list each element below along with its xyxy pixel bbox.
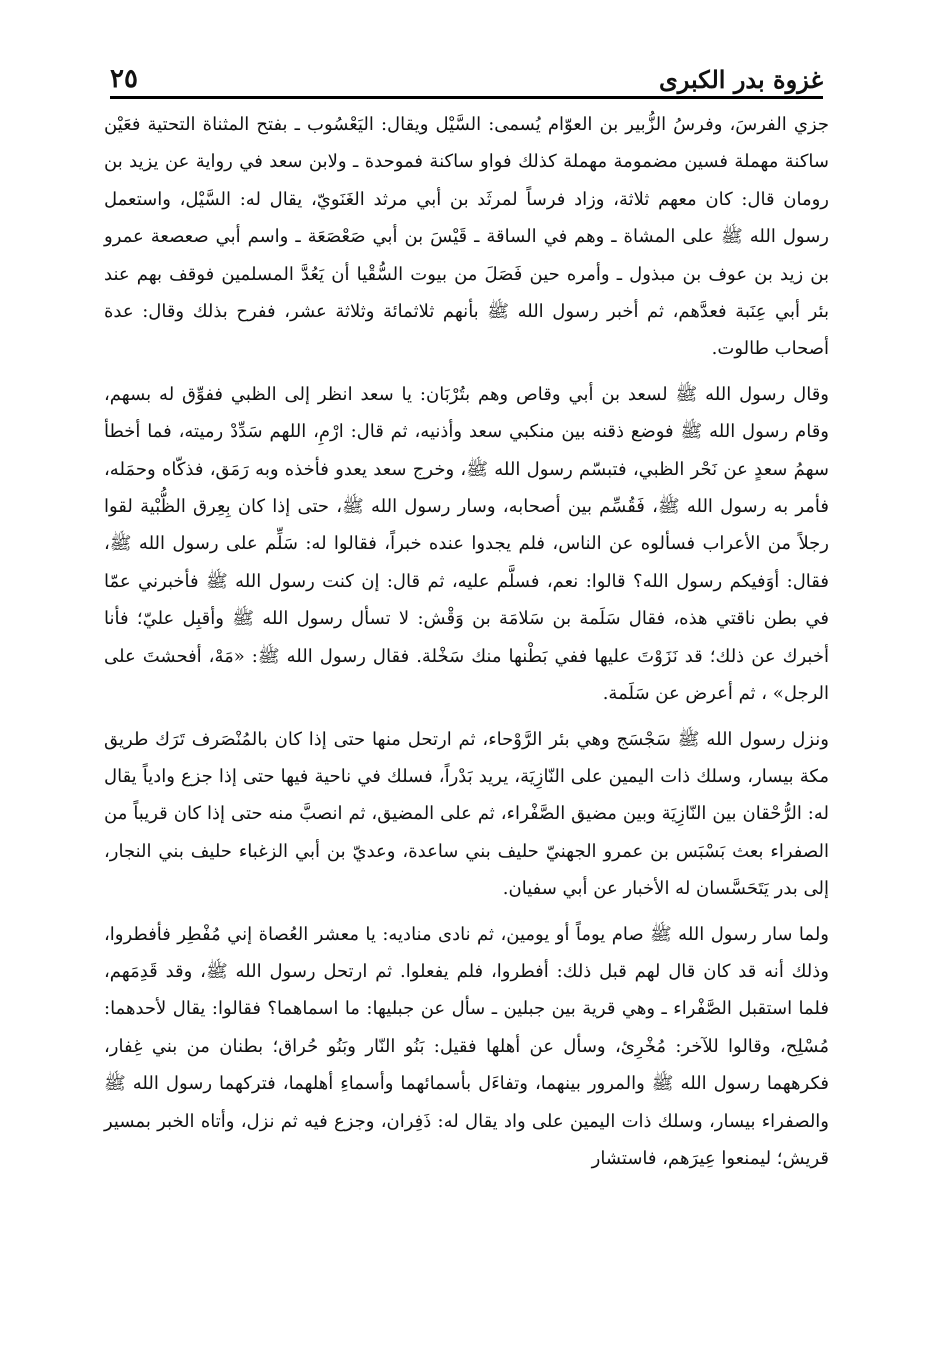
body-text	[104, 106, 829, 1177]
running-title: غزوة بدر الكبرى	[658, 65, 823, 94]
paragraph: ولما سار رسول الله ﷺ صام يوماً أو يومين، ثم نادى مناديه: يا معشر العُصاة إني مُفْطِر فأفطروا، وذلك أنه قد كان قال لهم قبل ذلك: أفطروا، فلم يفعلوا. ثم ارتحل رسول الله ﷺ، وقد قَدِمَهم، فلما استقبل الصَّفْراء ـ وهي قرية بين جبلين ـ سأل عن جبليها: ما اسماهما؟ فقالوا: يقال لأحدهما: مُسْلِح، وقالوا للآخر: مُخْرِئ، وسأل عن أهلها فقيل: بَنُو النّار وبَنُو حُراق؛ بطنان من بني غِفار، فكرههما رسول الله ﷺ والمرور بينهما، وتفاءَل بأسمائهما وأسماءِ أهلهما، فتركهما رسول الله ﷺ والصفراء بيسار، وسلك ذات اليمين على واد يقال له: ذَفِران، وجزع فيه ثم نزل، وأتاه الخبر بمسير قريش؛ ليمنعوا عِيرَهم، فاستشار	[104, 923, 829, 1169]
paragraph: وقال رسول الله ﷺ لسعد بن أبي وقاص وهم بتُرْبَان: يا سعد انظر إلى الظبي ففوِّق له بسهم، وقام رسول الله ﷺ فوضع ذقنه بين منكبي سعد وأذنيه، ثم قال: ارْمِ، اللهم سَدِّدْ رميته، فما أخطأ سهمُ سعدٍ عن نَحْر الظبي، فتبسّم رسول الله ﷺ، وخرج سعد يعدو فأخذه وبه رَمَق، فذكّاه وحمَله، فأمر به رسول الله ﷺ، فَقُسِّم بين أصحابه، وسار رسول الله ﷺ، حتى إذا كان بِعِرق الظُّبْية لقوا رجلاً من الأعراب فسألوه عن الناس، فلم يجدوا عنده خبراً، فقالوا له: سَلِّم على رسول الله ﷺ، فقال: أوَفيكم رسول الله؟ قالوا: نعم، فسلَّم عليه، ثم قال: إن كنت رسول الله ﷺ فأخبرني عمّا في بطن ناقتي هذه، فقال سَلَمة بن سَلامَة بن وَقْش: لا تسأل رسول الله ﷺ وأقبِل عليّ؛ فأنا أخبرك عن ذلك؛ قد نَزَوْتَ عليها ففي بَطْنها منك سَخْلة. فقال رسول الله ﷺ: «مَهْ، أفحشتَ على الرجل» ، ثم أعرض عن سَلَمة.	[104, 383, 829, 705]
paragraph: جزي الفرسَ، وفرسُ الزُّبير بن العوّام يُسمى: السَّيْل ويقال: اليَعْسُوب ـ بفتح المثناة التحتية فعَيْن ساكنة مهملة فسين مضمومة مهملة كذلك فواو ساكنة فموحدة ـ ولابن سعد في رواية عن يزيد بن رومان قال: كان معهم ثلاثة، وزاد فرساً لمرثَد بن أبي مرثد الغَنَويّ، يقال له: السَّيْل، واستعمل رسول الله ﷺ على المشاة ـ وهم في الساقة ـ قَيْسَ بن أبي صَعْصَعَة ـ واسم أبي صعصعة عمرو بن زيد بن عوف بن مبذول ـ وأمره حين فَصَلَ من بيوت السُّقْيا أن يَعُدَّ المسلمين فوقف بهم عند بئر أبي عِنَبة فعدَّهم، ثم أخبر رسول الله ﷺ بأنهم ثلاثمائة وثلاثة عشر، ففرح بذلك وقال: عدة أصحاب طالوت.	[104, 114, 829, 360]
paragraph: ونزل رسول الله ﷺ سَجْسَج وهي بئر الرَّوْحاء، ثم ارتحل منها حتى إذا كان بالمُنْصَرف تَرَك طريق مكة بيسار، وسلك ذات اليمين على النّازِيَة، يريد بَدْراً، فسلك في ناحية فيها حتى إذا جزع وادياً يقال له: الرُّحْقان بين النّازِيَة وبين مضيق الصَّفْراء، ثم على المضيق، ثم انصبَّ منه حتى إذا كان قريباً من الصفراء بعث بَسْبَس بن عمرو الجهنيّ حليف بني ساعدة، وعديّ بن أبي الزغباء حليف بني النجار، إلى بدر يَتَحَسَّسان له الأخبار عن أبي سفيان.	[104, 728, 829, 900]
page-number: ٢٥	[110, 64, 138, 94]
header-divider	[110, 96, 823, 99]
page-header	[110, 44, 823, 94]
